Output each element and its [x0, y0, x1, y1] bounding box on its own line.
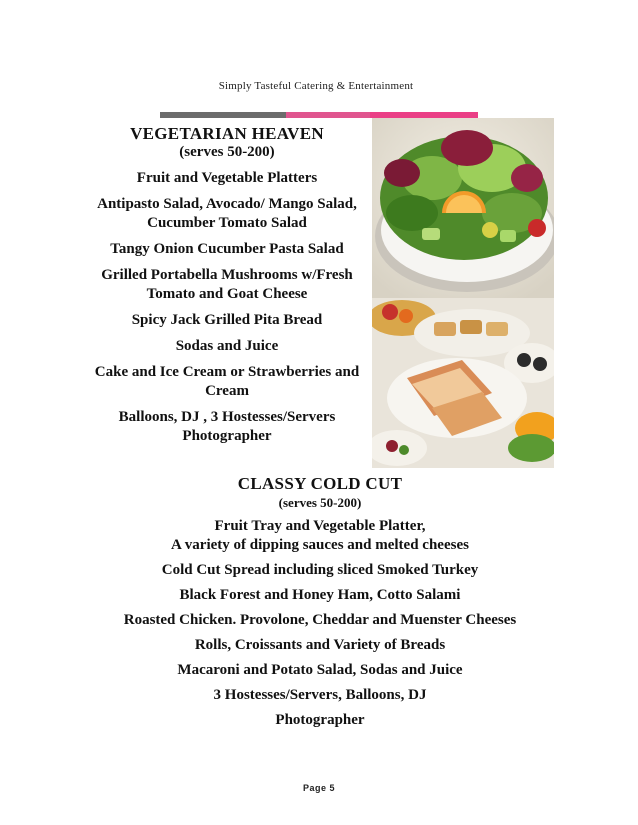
page-header: Simply Tasteful Catering & Entertainment	[218, 80, 414, 92]
header-rule-gray	[160, 112, 286, 118]
cold-cut-item: Black Forest and Honey Ham, Cotto Salami	[179, 587, 461, 603]
salad-bowl-image	[372, 118, 554, 298]
vegetarian-title: VEGETARIAN HEAVEN	[130, 124, 324, 143]
cold-cut-serves: (serves 50-200)	[278, 495, 362, 510]
cold-cut-item: Rolls, Croissants and Variety of Breads	[194, 637, 446, 653]
cold-cut-item: 3 Hostesses/Servers, Balloons, DJ	[213, 687, 427, 703]
cold-cut-menu	[0, 474, 638, 730]
vegetarian-item: Antipasto Salad, Avocado/ Mango Salad, Cucumber Tomato Salad	[97, 196, 357, 231]
vegetarian-item: Spicy Jack Grilled Pita Bread	[131, 312, 323, 328]
food-photo	[372, 118, 554, 468]
cold-cut-item: Fruit Tray and Vegetable Platter, A variety of dipping sauces and melted cheeses	[171, 518, 469, 553]
cold-cut-item: Roasted Chicken. Provolone, Cheddar and Muenster Cheeses	[123, 612, 517, 628]
page-number: Page 5	[302, 783, 336, 793]
vegetarian-item: Fruit and Vegetable Platters	[136, 170, 318, 186]
vegetarian-item: Grilled Portabella Mushrooms w/Fresh Tomato and Goat Cheese	[101, 267, 353, 302]
cold-cut-item: Cold Cut Spread including sliced Smoked Turkey	[161, 562, 479, 578]
vegetarian-item: Sodas and Juice	[175, 338, 279, 354]
vegetarian-item: Balloons, DJ , 3 Hostesses/Servers Photographer	[118, 409, 336, 444]
cold-cut-item: Macaroni and Potato Salad, Sodas and Juice	[177, 662, 463, 678]
cold-cut-item: Photographer	[275, 712, 365, 728]
vegetarian-serves: (serves 50-200)	[179, 144, 275, 160]
vegetarian-menu	[74, 124, 380, 446]
header-rule-pink	[286, 112, 370, 118]
vegetarian-item: Cake and Ice Cream or Strawberries and Cream	[94, 364, 360, 399]
cold-cut-title: CLASSY COLD CUT	[237, 474, 403, 493]
party-platter-image	[372, 298, 554, 468]
vegetarian-item: Tangy Onion Cucumber Pasta Salad	[110, 241, 344, 257]
